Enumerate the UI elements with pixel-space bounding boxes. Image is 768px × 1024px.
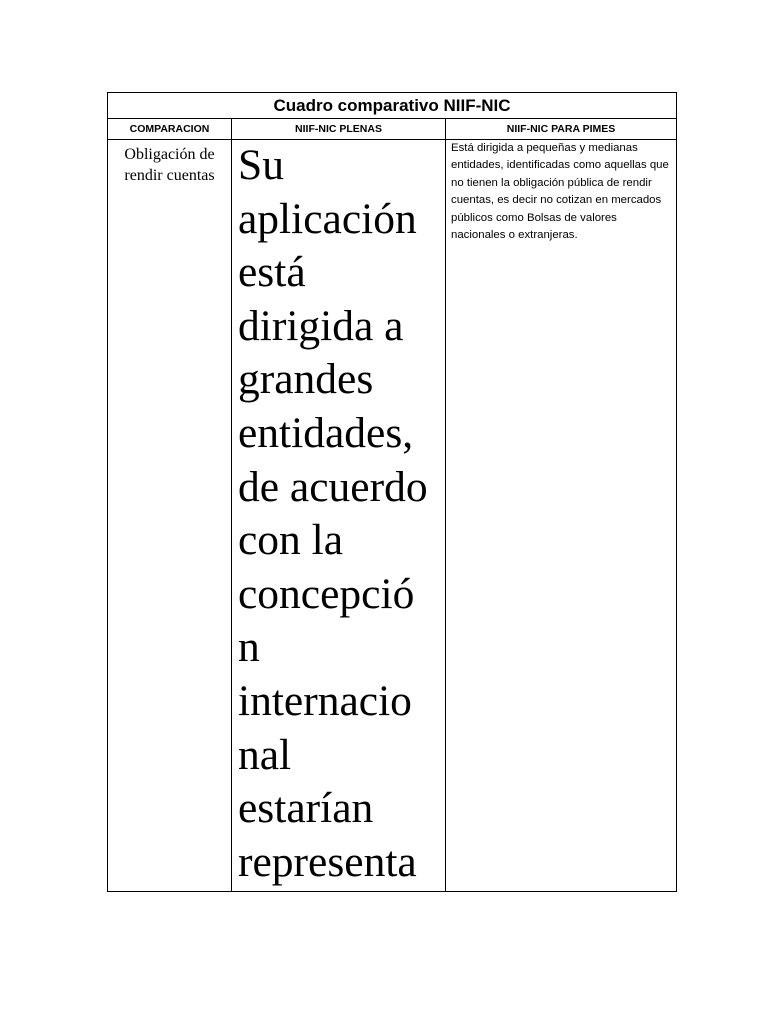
cell-plenas <box>232 140 446 892</box>
cell-comparison: Obligación de rendir cuentas <box>108 140 232 892</box>
plenas-line: internacio <box>238 676 412 725</box>
plenas-line: de acuerdo <box>238 462 428 511</box>
plenas-line: está <box>238 248 306 297</box>
plenas-line: grandes <box>238 355 374 404</box>
plenas-line: concepció <box>238 569 415 618</box>
plenas-line: dirigida a <box>238 301 404 350</box>
header-niif-pimes: NIIF-NIC PARA PIMES <box>446 119 677 140</box>
table-title: Cuadro comparativo NIIF-NIC <box>108 93 677 119</box>
plenas-line: con la <box>238 516 344 565</box>
comparison-table <box>107 92 677 892</box>
header-comparacion: COMPARACION <box>108 119 232 140</box>
table-row <box>108 140 677 892</box>
plenas-line: representa <box>238 837 417 886</box>
plenas-line: aplicación <box>238 194 417 243</box>
plenas-line: entidades, <box>238 408 414 457</box>
table-header-row <box>108 119 677 140</box>
plenas-line: nal <box>238 730 292 779</box>
cell-pimes: Está dirigida a pequeñas y medianas entidades, identificadas como aquellas que no tienen la obligación pública de rendir cuentas, es decir no cotizan en mercados públicos como Bolsas de valores nacionales o extranjeras. <box>446 140 677 892</box>
plenas-line: estarían <box>238 784 374 833</box>
table-title-row <box>108 93 677 119</box>
plenas-line: n <box>238 623 260 672</box>
plenas-line: Su <box>238 141 284 189</box>
header-niif-plenas: NIIF-NIC PLENAS <box>232 119 446 140</box>
plenas-text <box>238 140 439 887</box>
